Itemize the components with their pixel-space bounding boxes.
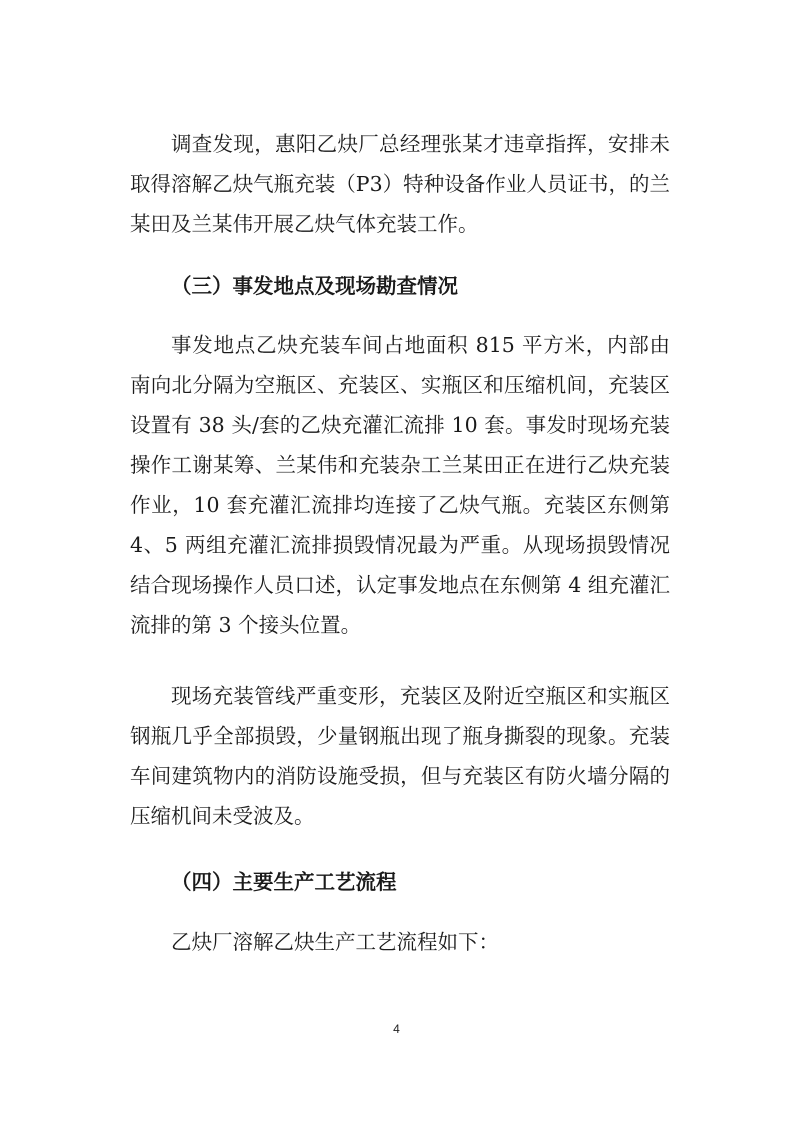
paragraph-damage-description: 现场充装管线严重变形，充装区及附近空瓶区和实瓶区钢瓶几乎全部损毁，少量钢瓶出现了瓶身撕裂的现象。充装车间建筑物内的消防设施受损，但与充装区有防火墙分隔的压缩机间未受波及。 (130, 684, 670, 828)
paragraph-process-intro: 乙炔厂溶解乙炔生产工艺流程如下： (171, 930, 499, 954)
section-heading-site-survey: （三）事发地点及现场勘查情况 (171, 274, 458, 298)
page-number: 4 (393, 1022, 400, 1036)
paragraph-investigation-finding: 调查发现，惠阳乙炔厂总经理张某才违章指挥，安排未取得溶解乙炔气瓶充装（P3）特种设备作业人员证书，的兰某田及兰某伟开展乙炔气体充装工作。 (130, 132, 670, 236)
paragraph-incident-location: 事发地点乙炔充装车间占地面积 815 平方米，内部由南向北分隔为空瓶区、充装区、实瓶区和压缩机间，充装区设置有 38 头/套的乙炔充灌汇流排 10 套。事发时现场充装操作工谢某筹、兰某伟和充装杂工兰某田正在进行乙炔充装作业，10 套充灌汇流排均连接了乙炔气瓶。充装区东侧第 4、5 两组充灌汇流排损毁情况最为严重。从现场损毁情况结合现场操作人员口述，认定事发地点在东侧第 4 组充灌汇流排的第 3 个接头位置。 (130, 333, 670, 637)
section-heading-production-process: （四）主要生产工艺流程 (171, 870, 397, 894)
